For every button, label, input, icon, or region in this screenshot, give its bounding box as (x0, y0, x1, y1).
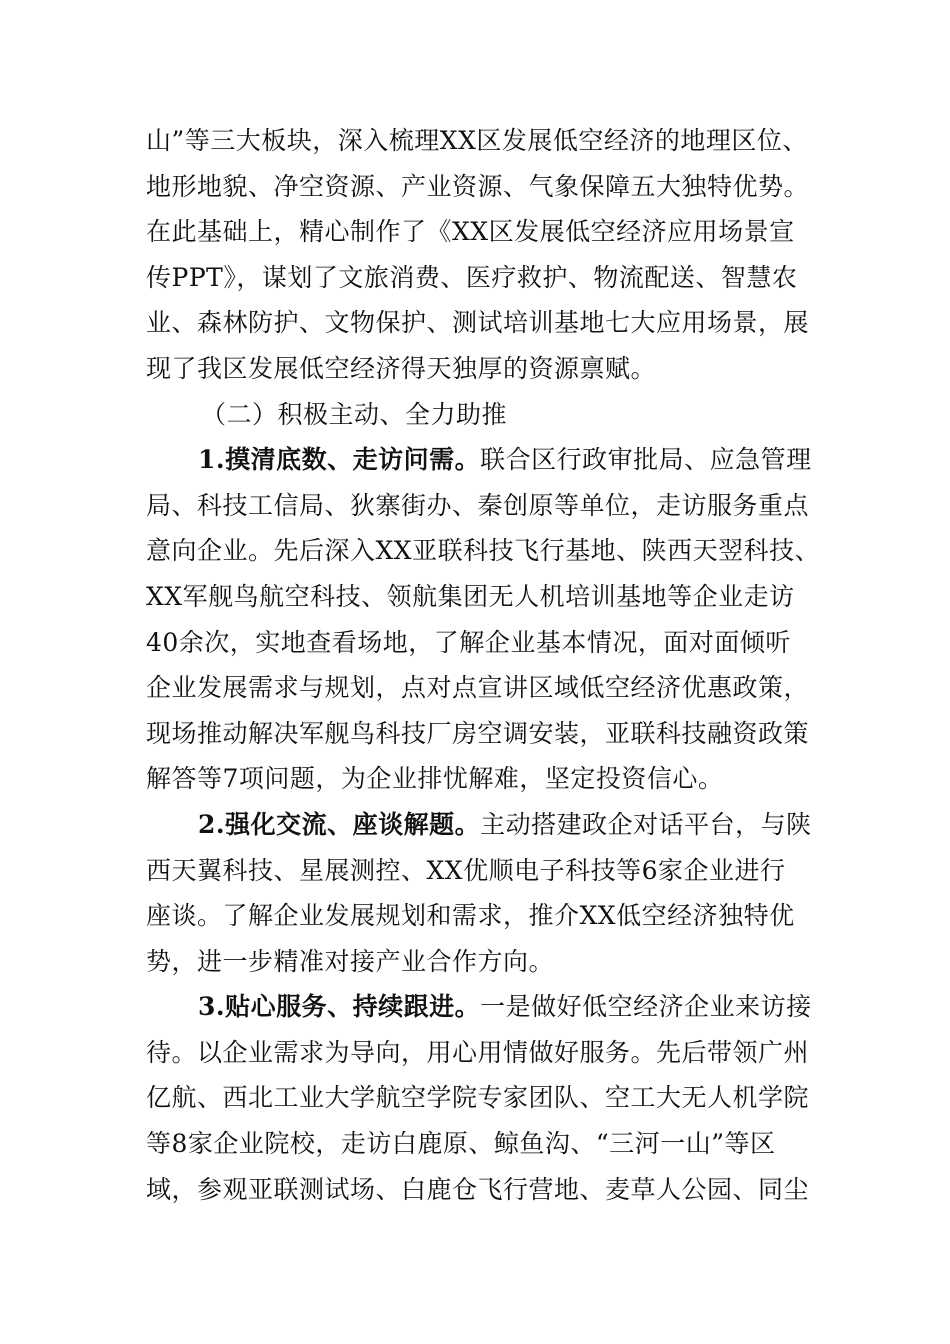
text-line: 传PPT》，谋划了文旅消费、医疗救护、物流配送、智慧农 (146, 262, 798, 292)
text-line: 业、森林防护、文物保护、测试培训基地七大应用场景，展 (146, 308, 810, 338)
text-line: 40余次，实地查看场地，了解企业基本情况，面对面倾听 (146, 627, 791, 657)
text-fragment: 联合区行政审批局、应急管理 (480, 445, 812, 475)
item-lead-heading: 3.贴心服务、持续跟进。 (198, 992, 481, 1022)
paragraph-item-1 (146, 437, 826, 802)
text-line: 现了我区发展低空经济得天独厚的资源禀赋。 (146, 353, 657, 383)
paragraph-first-line (146, 984, 826, 1030)
text-line: 势，进一步精准对接产业合作方向。 (146, 946, 555, 976)
paragraph-item-2 (146, 802, 826, 984)
text-line: XX军舰鸟航空科技、领航集团无人机培训基地等企业走访 (146, 581, 795, 611)
paragraph-first-line (146, 802, 826, 848)
text-line: 等8家企业院校，走访白鹿原、鲸鱼沟、“三河一山”等区 (146, 1129, 776, 1159)
text-line: 亿航、西北工业大学航空学院专家团队、空工大无人机学院 (146, 1083, 810, 1113)
section-heading: （二）积极主动、全力助推 (201, 399, 508, 429)
text-line: 解答等7项问题，为企业排忧解难，坚定投资信心。 (146, 764, 724, 794)
text-line: 域，参观亚联测试场、白鹿仓飞行营地、麦草人公园、同尘 (146, 1174, 810, 1204)
paragraph-scenarios (146, 118, 826, 392)
item-lead-heading: 2.强化交流、座谈解题。 (198, 809, 481, 839)
text-fragment: 一是做好低空经济企业来访接 (480, 992, 812, 1022)
text-line: 局、科技工信局、狄寨街办、秦创原等单位，走访服务重点 (146, 490, 810, 520)
text-line: 现场推动解决军舰鸟科技厂房空调安装，亚联科技融资政策 (146, 718, 810, 748)
item-lead-heading: 1.摸清底数、走访问需。 (198, 445, 481, 475)
document-body (146, 118, 826, 1212)
text-line: 企业发展需求与规划，点对点宣讲区域低空经济优惠政策， (146, 673, 810, 703)
text-line: 山”等三大板块，深入梳理XX区发展低空经济的地理区位、 (146, 126, 808, 155)
text-line: 座谈。了解企业发展规划和需求，推介XX低空经济独特优 (146, 901, 795, 931)
text-line: 意向企业。先后深入XX亚联科技飞行基地、陕西天翌科技、 (146, 536, 821, 566)
text-line: 地形地貌、净空资源、产业资源、气象保障五大独特优势。 (146, 171, 810, 201)
text-line: 待。以企业需求为导向，用心用情做好服务。先后带领广州 (146, 1037, 810, 1067)
text-fragment: 主动搭建政企对话平台，与陕 (480, 809, 812, 839)
text-line: 在此基础上，精心制作了《XX区发展低空经济应用场景宣 (146, 217, 795, 247)
paragraph-first-line (146, 437, 826, 483)
text-line: 西天翼科技、星展测控、XX优顺电子科技等6家企业进行 (146, 855, 786, 885)
paragraph-item-3 (146, 984, 826, 1212)
